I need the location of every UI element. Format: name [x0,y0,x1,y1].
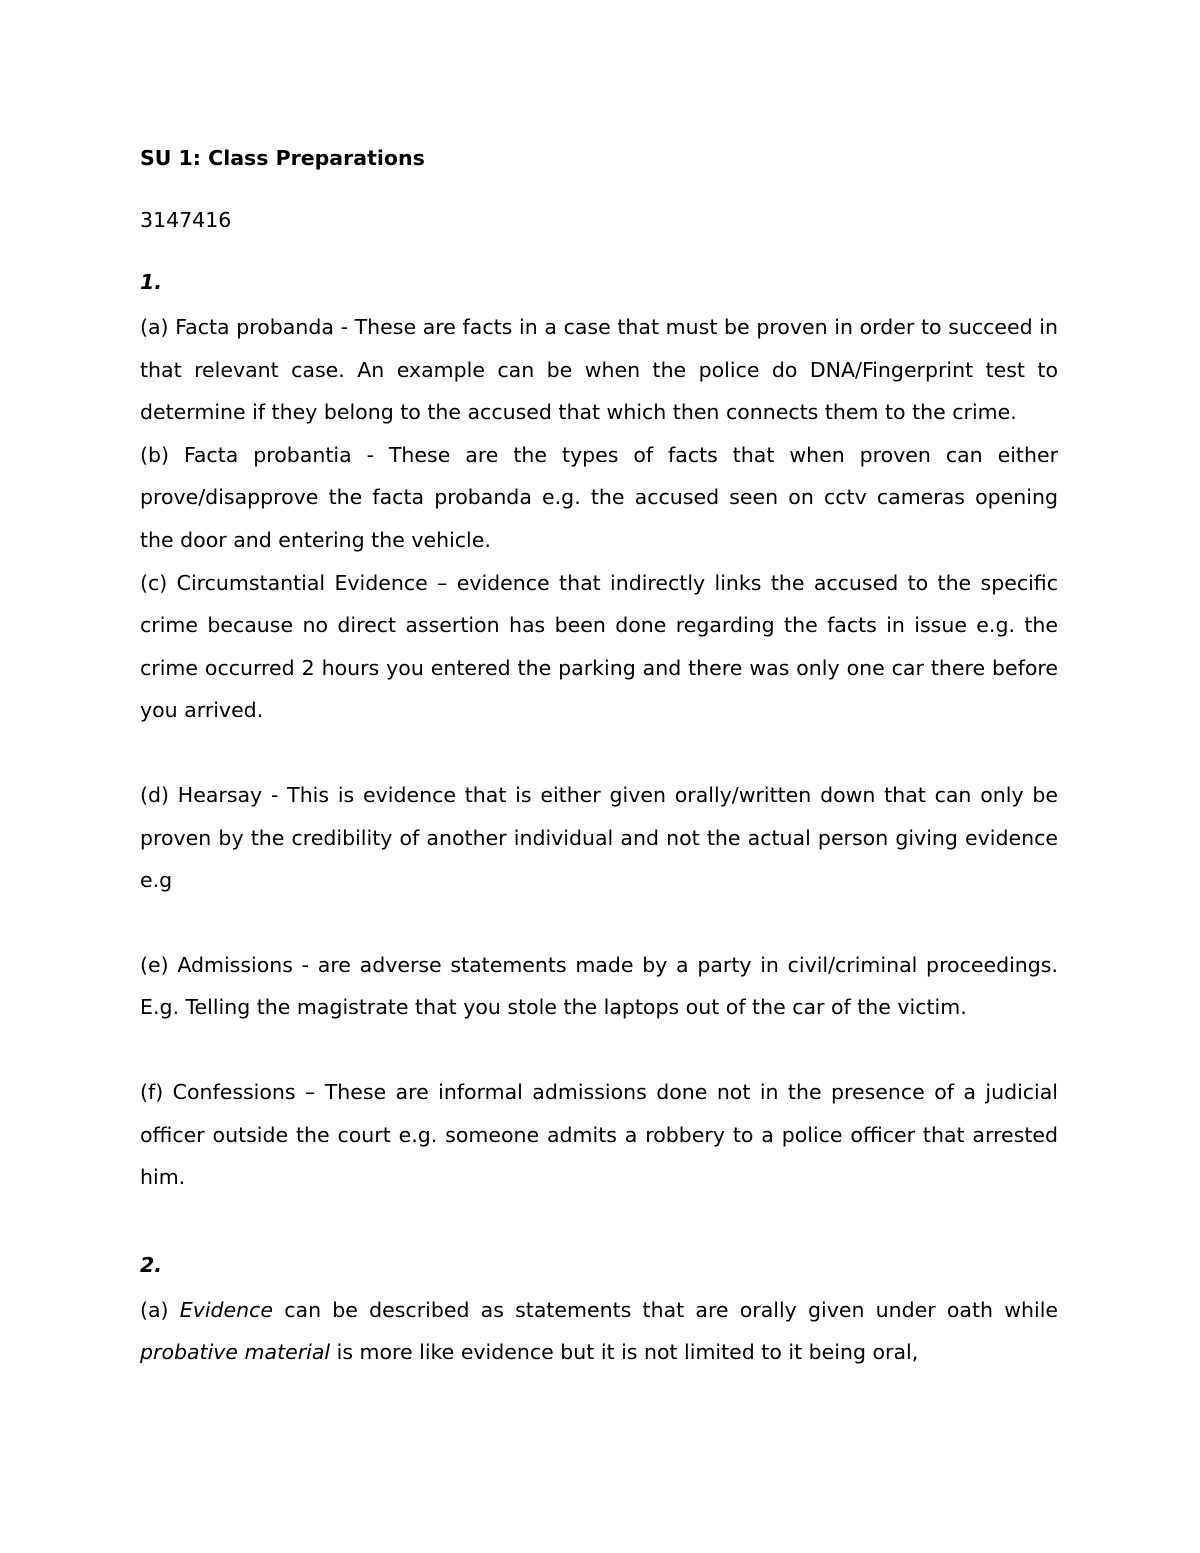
q2-a-term-probative-material: probative material [140,1340,331,1365]
q2-a-middle: can be described as statements that are orally given under oath while [273,1297,1058,1322]
question-2-number: 2. [140,1252,163,1277]
document-body [140,140,1058,1374]
q2-a-suffix: is more like evidence but it is not limited to it being oral, [330,1340,919,1365]
q2-a-term-evidence: Evidence [179,1297,274,1322]
q1-answer-b: (b) Facta probantia - These are the types of facts that when proven can either prove/disapprove the facta probanda e.g. the accused seen on cctv cameras opening the door and entering the vehicle. [140,442,1058,552]
q2-a-prefix: (a) [140,1297,180,1322]
q1-answer-d: (d) Hearsay - This is evidence that is either given orally/written down that can only be proven by the credibility of another individual and not the actual person giving evidence e.g [140,782,1058,893]
q1-answer-f: (f) Confessions – These are informal admissions done not in the presence of a judicial officer outside the court e.g. someone admits a robbery to a police officer that arrested him. [140,1079,1058,1190]
document-title: SU 1: Class Preparations [140,146,425,170]
q1-answer-e: (e) Admissions - are adverse statements made by a party in civil/criminal proceedings. E.g. Telling the magistrate that you stole the laptops out of the car of the victim. [140,952,1058,1020]
student-number: 3147416 [140,208,232,232]
q1-answer-c: (c) Circumstantial Evidence – evidence that indirectly links the accused to the specific crime because no direct assertion has been done regarding the facts in issue e.g. the crime occurred 2 hours you entered the parking and there was only one car there before you arrived. [140,570,1058,723]
q1-answer-a: (a) Facta probanda - These are facts in a case that must be proven in order to succeed in that relevant case. An example can be when the police do DNA/Fingerprint test to determine if they belong to the accused that which then connects them to the crime. [140,315,1058,425]
question-1-number: 1. [140,270,163,294]
q2-answer-a [140,1289,1058,1374]
